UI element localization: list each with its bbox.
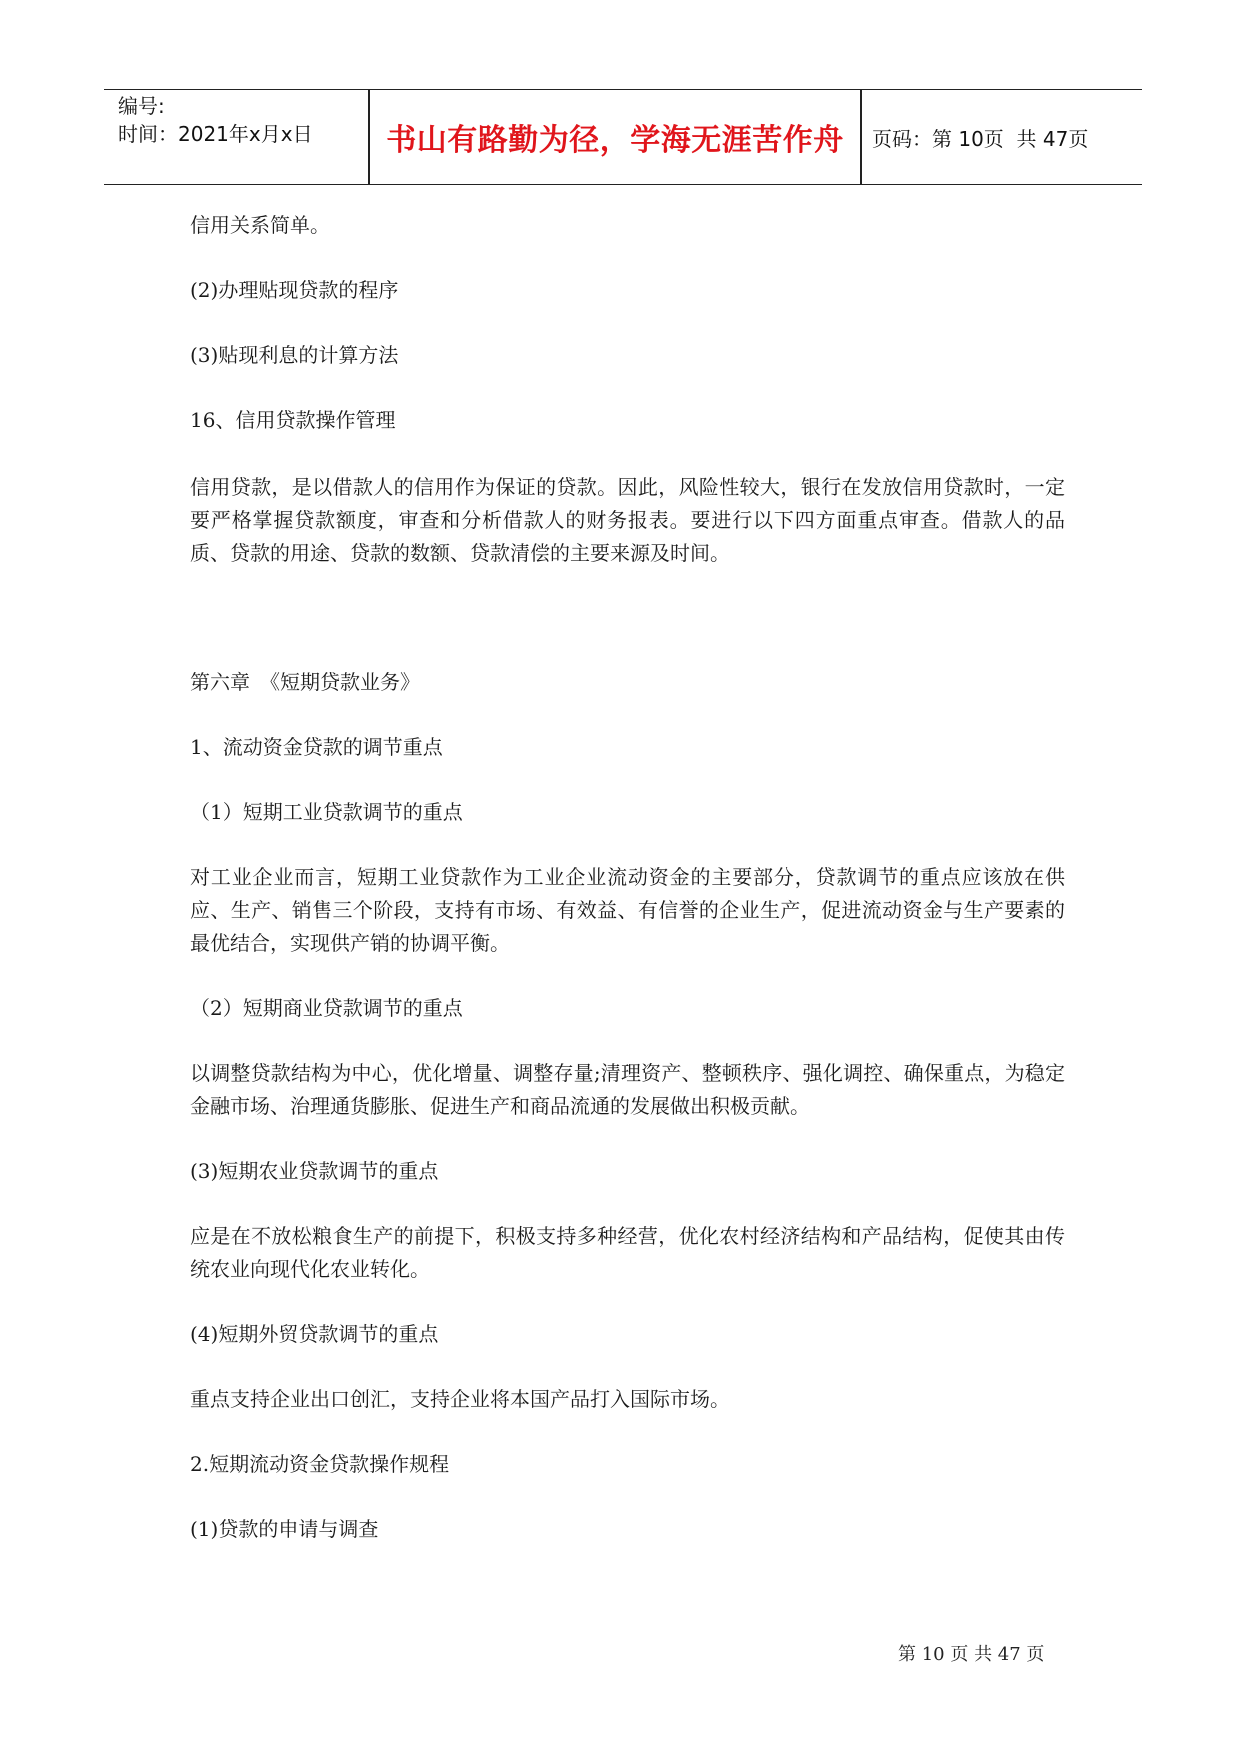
subsection-heading: (4)短期外贸贷款调节的重点 xyxy=(190,1322,439,1346)
subsection-heading: （1）短期工业贷款调节的重点 xyxy=(190,800,463,824)
page-footer: 第 10 页 共 47 页 xyxy=(898,1644,1045,1665)
paragraph: 对工业企业而言，短期工业贷款作为工业企业流动资金的主要部分，贷款调节的重点应该放在供应、生产、销售三个阶段，支持有市场、有效益、有信誉的企业生产，促进流动资金与生产要素的最优结合，实现供产销的协调平衡。 xyxy=(190,865,1065,955)
document-time-label: 时间：2021年x月x日 xyxy=(118,122,313,146)
header-divider xyxy=(860,90,862,184)
paragraph: 信用贷款，是以借款人的信用作为保证的贷款。因此，风险性较大，银行在发放信用贷款时，一定要严格掌握贷款额度，审查和分析借款人的财务报表。要进行以下四方面重点审查。借款人的品质、贷款的用途、贷款的数额、贷款清偿的主要来源及时间。 xyxy=(190,475,1065,565)
paragraph: 应是在不放松粮食生产的前提下，积极支持多种经营，优化农村经济结构和产品结构，促使其由传统农业向现代化农业转化。 xyxy=(190,1224,1065,1281)
subsection-heading: (1)贷款的申请与调查 xyxy=(190,1517,379,1541)
section-heading: 2.短期流动资金贷款操作规程 xyxy=(190,1452,450,1476)
paragraph: (3)贴现利息的计算方法 xyxy=(190,343,399,367)
chapter-heading: 第六章 《短期贷款业务》 xyxy=(190,670,420,694)
paragraph: (2)办理贴现贷款的程序 xyxy=(190,278,399,302)
header-motto: 书山有路勤为径，学海无涯苦作舟 xyxy=(386,123,844,158)
subsection-heading: （2）短期商业贷款调节的重点 xyxy=(190,996,463,1020)
header-page-info: 页码：第 10页 共 47页 xyxy=(872,126,1089,151)
document-number-label: 编号: xyxy=(118,94,165,118)
paragraph: 重点支持企业出口创汇，支持企业将本国产品打入国际市场。 xyxy=(190,1387,730,1411)
paragraph: 信用关系简单。 xyxy=(190,213,330,237)
section-heading: 1、流动资金贷款的调节重点 xyxy=(190,735,443,759)
paragraph: 以调整贷款结构为中心，优化增量、调整存量;清理资产、整顿秩序、强化调控、确保重点，为稳定金融市场、治理通货膨胀、促进生产和商品流通的发展做出积极贡献。 xyxy=(190,1061,1065,1118)
page-header xyxy=(104,89,1142,185)
header-meta xyxy=(118,92,313,148)
section-heading: 16、信用贷款操作管理 xyxy=(190,408,396,432)
subsection-heading: (3)短期农业贷款调节的重点 xyxy=(190,1159,439,1183)
